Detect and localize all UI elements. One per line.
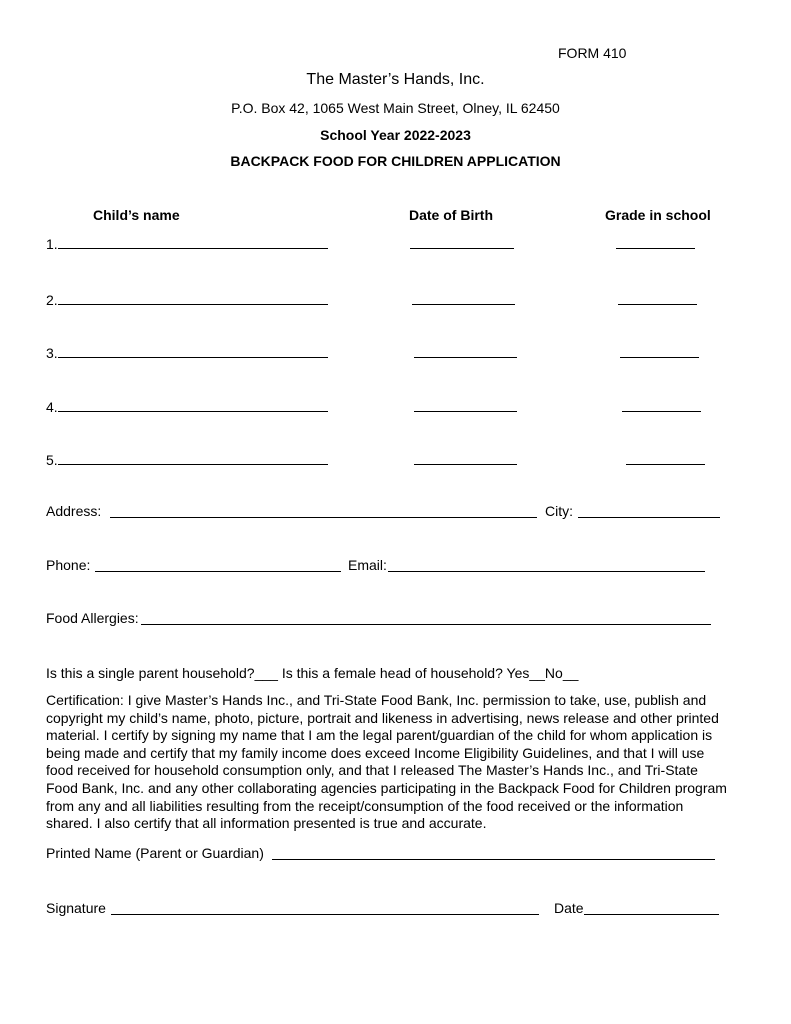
address-field[interactable] [110, 503, 537, 518]
certification-line: being made and certify that my family income does exceed Income Eligibility Guidelines, and that I will use [46, 744, 705, 761]
grade-line[interactable] [616, 234, 695, 249]
certification-text [46, 692, 746, 833]
email-field[interactable] [388, 557, 705, 572]
org-name: The Master’s Hands, Inc. [306, 71, 485, 88]
address-label: Address: [46, 503, 102, 519]
dob-line[interactable] [414, 397, 517, 412]
household-question: Is this a single parent household?___ Is this a female head of household? Yes__No__ [46, 665, 579, 681]
grade-line[interactable] [622, 397, 701, 412]
dob-line[interactable] [414, 343, 517, 358]
school-year: School Year 2022-2023 [320, 127, 471, 143]
date-field[interactable] [584, 900, 719, 915]
grade-line[interactable] [618, 290, 697, 305]
signature-field[interactable] [111, 900, 539, 915]
certification-line: copyright my child’s name, photo, picture, portrait and likeness in advertising, news release and other printed [46, 709, 719, 726]
allergies-field[interactable] [141, 610, 711, 625]
row-number: 3. [46, 345, 58, 361]
child-name-line[interactable] [58, 234, 328, 249]
form-number: FORM 410 [558, 45, 627, 61]
grade-line[interactable] [620, 343, 699, 358]
certification-line: shared. I also certify that all information presented is true and accurate. [46, 815, 487, 832]
email-label: Email: [348, 557, 387, 573]
child-name-line[interactable] [58, 343, 328, 358]
column-header-dob: Date of Birth [409, 207, 493, 223]
dob-line[interactable] [412, 290, 515, 305]
date-label: Date [554, 900, 584, 916]
child-row-3 [46, 343, 328, 361]
certification-line: from any and all liabilities resulting from the receipt/consumption of the food received or the information [46, 797, 684, 814]
org-address: P.O. Box 42, 1065 West Main Street, Olney, IL 62450 [231, 100, 560, 116]
dob-line[interactable] [410, 234, 514, 249]
city-label: City: [545, 503, 573, 519]
child-row-4 [46, 397, 328, 415]
printed-name-field[interactable] [272, 845, 715, 860]
certification-line: material. I certify by signing my name that I am the legal parent/guardian of the child for whom application is [46, 727, 713, 744]
child-row-1 [46, 234, 328, 252]
form-title: BACKPACK FOOD FOR CHILDREN APPLICATION [230, 153, 561, 169]
child-row-2 [46, 290, 328, 308]
column-header-grade: Grade in school [605, 207, 711, 223]
dob-line[interactable] [414, 450, 517, 465]
child-name-line[interactable] [58, 397, 328, 412]
certification-line: Certification: I give Master’s Hands Inc., and Tri-State Food Bank, Inc. permission to take, use, publish and [46, 692, 707, 708]
row-number: 4. [46, 399, 58, 415]
row-number: 5. [46, 452, 58, 468]
allergies-label: Food Allergies: [46, 610, 139, 626]
child-row-5 [46, 450, 328, 468]
child-name-line[interactable] [58, 290, 328, 305]
row-number: 2. [46, 292, 58, 308]
city-field[interactable] [578, 503, 720, 518]
row-number: 1. [46, 236, 58, 252]
phone-field[interactable] [95, 557, 341, 572]
phone-label: Phone: [46, 557, 91, 573]
printed-name-label: Printed Name (Parent or Guardian) [46, 845, 264, 861]
grade-line[interactable] [626, 450, 705, 465]
certification-line: Food Bank, Inc. and any other collaborating agencies participating in the Backpack Food for Children program [46, 779, 727, 796]
certification-line: food received for household consumption only, and that I released The Master’s Hands Inc., and Tri-State [46, 762, 698, 779]
child-name-line[interactable] [58, 450, 328, 465]
column-header-child-name: Child’s name [93, 207, 180, 223]
signature-label: Signature [46, 900, 106, 916]
